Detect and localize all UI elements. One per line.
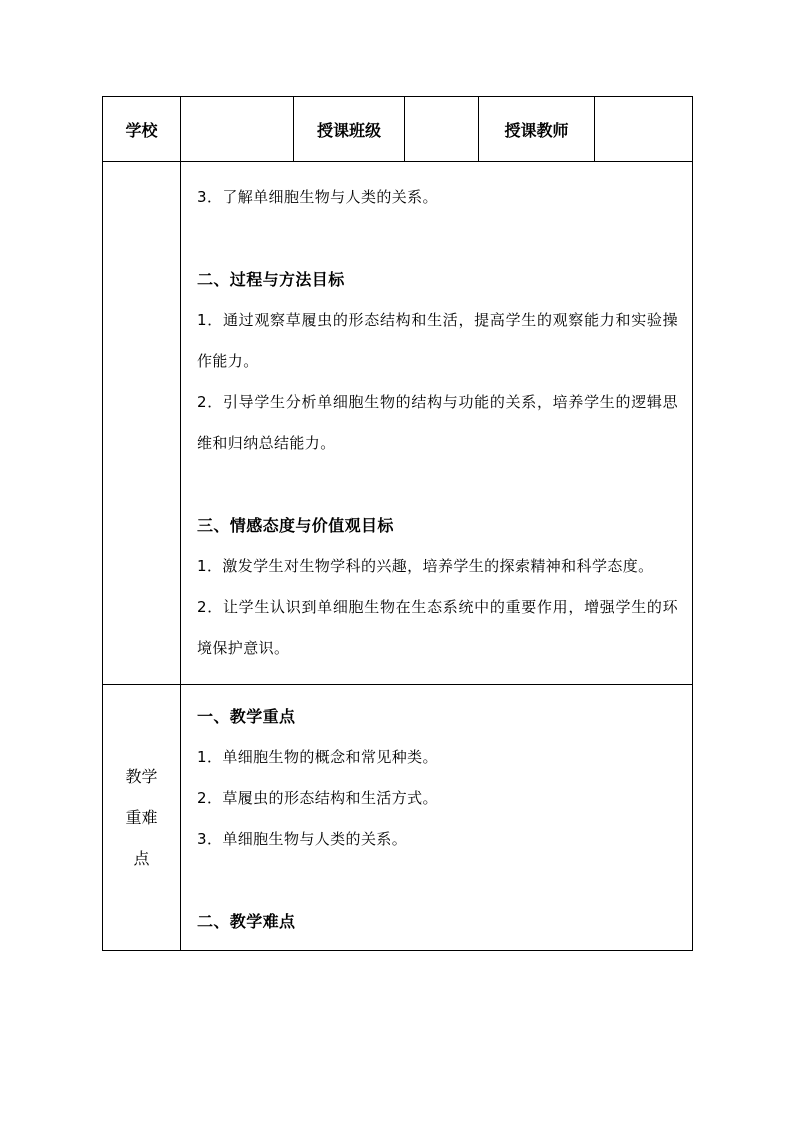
key-point-line: 3．单细胞生物与人类的关系。 — [197, 830, 408, 848]
key-points-row — [103, 685, 693, 951]
blank-line — [197, 464, 678, 505]
blank-line — [197, 218, 678, 259]
teacher-value-cell[interactable] — [595, 97, 693, 162]
class-value-cell[interactable] — [405, 97, 479, 162]
key-point-line: 2．草履虫的形态结构和生活方式。 — [197, 789, 438, 807]
objectives-row — [103, 162, 693, 685]
section-heading: 三、情感态度与价值观目标 — [197, 516, 394, 535]
blank-line — [197, 860, 678, 901]
key-points-label-line: 教学 — [125, 767, 158, 786]
objectives-content-cell — [181, 162, 693, 685]
lesson-plan-table — [102, 96, 693, 951]
objective-line: 2．引导学生分析单细胞生物的结构与功能的关系，培养学生的逻辑思维和归纳总结能力。 — [197, 393, 678, 452]
school-value-cell[interactable] — [181, 97, 294, 162]
class-label: 授课班级 — [294, 97, 405, 162]
key-points-label-line: 点 — [133, 849, 150, 868]
section-heading: 一、教学重点 — [197, 707, 296, 726]
teacher-label: 授课教师 — [479, 97, 595, 162]
key-points-content-cell — [181, 685, 693, 951]
section-heading: 二、过程与方法目标 — [197, 270, 345, 289]
objective-line: 1．通过观察草履虫的形态结构和生活，提高学生的观察能力和实验操作能力。 — [197, 311, 678, 370]
key-point-line: 1．单细胞生物的概念和常见种类。 — [197, 748, 438, 766]
objective-line: 1．激发学生对生物学科的兴趣，培养学生的探索精神和科学态度。 — [197, 557, 654, 575]
school-label: 学校 — [103, 97, 181, 162]
objective-line: 2．让学生认识到单细胞生物在生态系统中的重要作用，增强学生的环境保护意识。 — [197, 598, 678, 657]
section-heading: 二、教学难点 — [197, 912, 296, 931]
key-points-label-cell — [103, 685, 181, 951]
objectives-label-cell — [103, 162, 181, 685]
key-points-label-line: 重难 — [125, 808, 158, 827]
header-row — [103, 97, 693, 162]
objective-line: 3．了解单细胞生物与人类的关系。 — [197, 188, 438, 206]
